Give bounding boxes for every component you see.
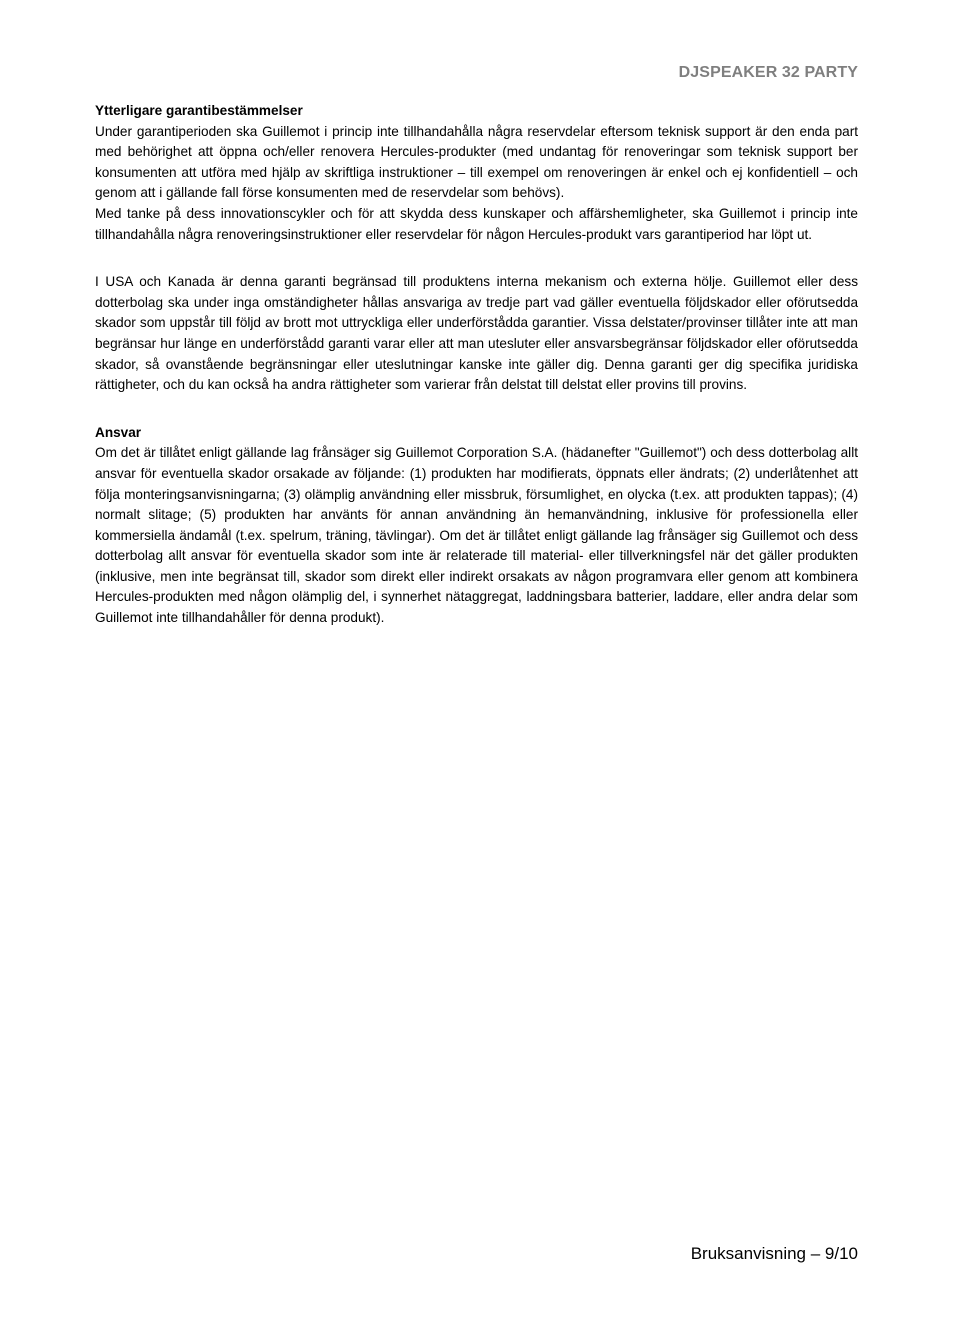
paragraph-spacer: [95, 396, 858, 423]
document-body: [95, 101, 858, 629]
paragraph: Om det är tillåtet enligt gällande lag frånsäger sig Guillemot Corporation S.A. (hädanefter "Guillemot") och dess dotterbolag allt ansvar för eventuella skador orsakade av följande: (1) produkten har modifierats, öppnats eller ändrats; (2) underlåtenhet att följa monteringsanvisningarna; (3) olämplig användning eller missbruk, försumlighet, en olycka (t.ex. att produkten tappas); (4) normalt slitage; (5) produkten har använts för annan användning än hemanvändning, inklusive för professionella eller kommersiella ändamål (t.ex. spelrum, träning, tävlingar). Om det är tillåtet enligt gällande lag frånsäger sig Guillemot och dess dotterbolag allt ansvar för eventuella skador som inte är relaterade till material- eller tillverkningsfel när det gäller produkten (inklusive, men inte begränsat till, skador som direkt eller indirekt orsakats av någon programvara eller genom att kombinera Hercules-produkten med någon olämplig del, i synnerhet nätaggregat, laddningsbara batterier, laddare, eller andra delar som Guillemot inte tillhandahåller för denna produkt).: [95, 445, 858, 626]
paragraph-spacer: [95, 245, 858, 272]
section-additional-warranty: [95, 101, 858, 245]
section-heading: Ytterligare garantibestämmelser: [95, 103, 303, 118]
page-footer-label: Bruksanvisning – 9/10: [690, 1244, 858, 1263]
paragraph: Med tanke på dess innovationscykler och för att skydda dess kunskaper och affärshemligheter, ska Guillemot i princip inte tillhandahålla några renoveringsinstruktioner eller reservdelar för någon Hercules-produkt vars garantiperiod har löpt ut.: [95, 205, 858, 242]
section-heading: Ansvar: [95, 424, 142, 440]
paragraph: I USA och Kanada är denna garanti begränsad till produktens interna mekanism och externa hölje. Guillemot eller dess dotterbolag ska under inga omständigheter hållas ansvariga av tredje part vad gäller eventuella följdskador eller oförutsedda skador som uppstår till följd av brott mot uttryckliga eller underförstådda garantier. Vissa delstater/provinser tillåter inte att man begränsar hur länge en underförstådd garanti varar eller att man utesluter eller ansvarsbegränsar följdskador eller oförutsedda skador, så ovanstående begränsningar eller uteslutningar kanske inte gäller dig. Denna garanti ger dig specifika juridiska rättigheter, och du kan också ha andra rättigheter som varierar från delstat till delstat eller provins till provins.: [95, 274, 858, 393]
section-usa-canada: [95, 272, 858, 396]
page-header-product-name: DJSPEAKER 32 PARTY: [678, 64, 858, 81]
paragraph: Under garantiperioden ska Guillemot i princip inte tillhandahålla några reservdelar eftersom teknisk support är den enda part med behörighet att öppna och/eller renovera Hercules-produkter (med undantag för renoveringar som teknisk support ber konsumenten att utföra med hjälp av skriftliga instruktioner – till exempel om renoveringen är enkel och ej konfidentiell – och genom att i gällande fall förse konsumenten med de reservdelar som behövs).: [95, 123, 858, 201]
section-liability: [95, 423, 858, 629]
